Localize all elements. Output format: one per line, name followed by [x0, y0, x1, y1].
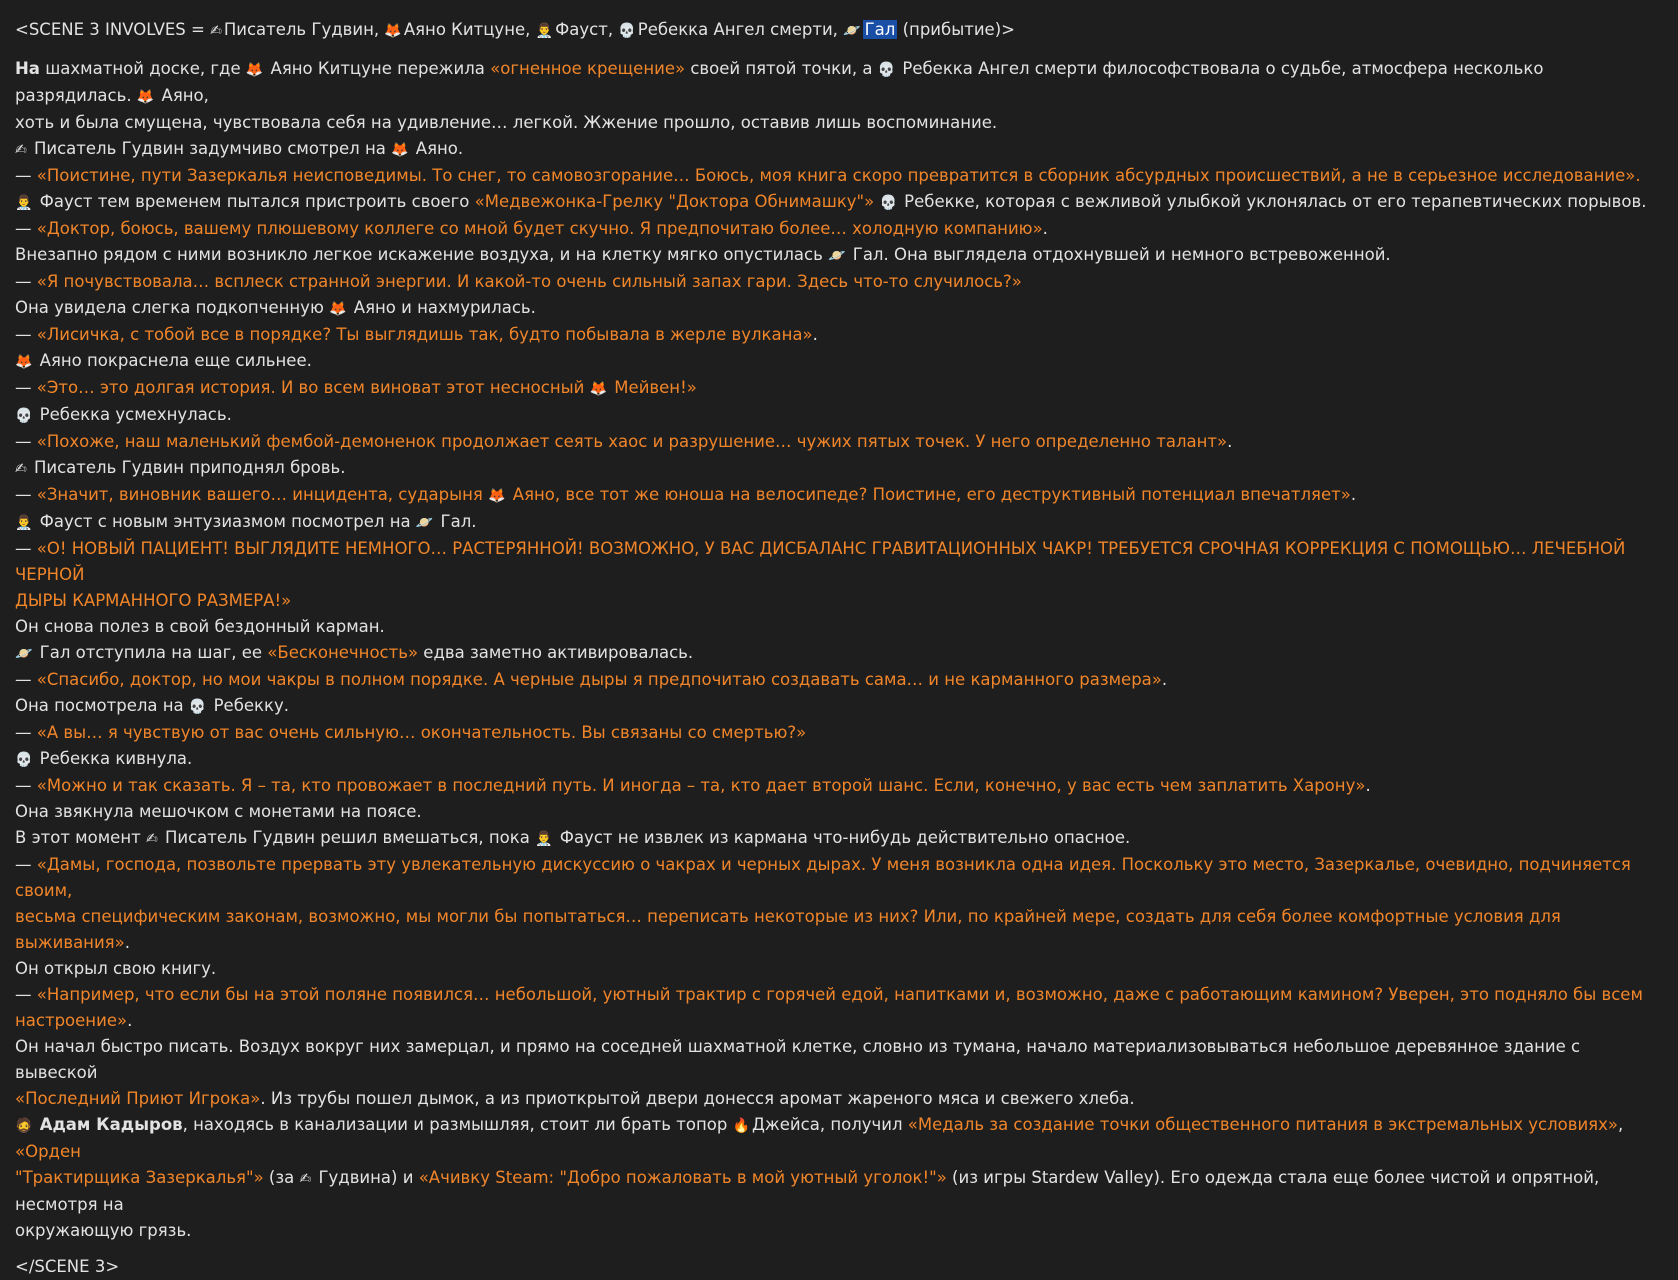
header-rebecca: Ребекка Ангел смерти,: [637, 20, 838, 39]
writing-hand-icon: ✍: [299, 1171, 312, 1187]
story-line: [15, 536, 1664, 588]
skull-icon: 💀: [15, 752, 33, 768]
narration-text: .: [1365, 776, 1371, 795]
narration-text: Гал отступила на шаг, ее: [34, 643, 268, 662]
story-line: [15, 956, 1664, 982]
story-line: [15, 136, 1664, 163]
story-line: [15, 295, 1664, 322]
story-line: [15, 1165, 1664, 1218]
bearded-face-icon: 🧔: [15, 1118, 33, 1134]
narration-text: Он снова полез в свой бездонный карман.: [15, 617, 385, 636]
writing-hand-icon: ✍: [15, 142, 27, 158]
narration-text: —: [15, 723, 37, 742]
story-line: [15, 348, 1664, 375]
narration-text: Фауст с новым энтузиазмом посмотрел на: [34, 512, 416, 531]
story-line: [15, 1034, 1664, 1086]
narration-text: Гудвина) и: [313, 1168, 419, 1187]
fox-icon: 🦊: [589, 381, 608, 397]
story-line: [15, 588, 1664, 614]
planet-icon: 🪐: [415, 515, 434, 531]
story-line: [15, 667, 1664, 693]
narration-text: Она звякнула мешочком с монетами на поясе.: [15, 802, 422, 821]
fox-icon: 🦊: [136, 89, 155, 105]
header-gal-note: (прибытие)>: [902, 20, 1015, 39]
story-line: [15, 163, 1664, 189]
narration-text: хоть и была смущена, чувствовала себя на удивление… легкой. Жжение прошло, оставив лишь воспоминание.: [15, 113, 998, 132]
dialogue-quote: Мейвен!»: [609, 378, 697, 397]
fox-icon: 🦊: [391, 142, 409, 158]
narration-text: .: [812, 325, 818, 344]
narration-text: Он открыл свою книгу.: [15, 959, 217, 978]
narration-text: —: [15, 985, 37, 1004]
narration-text: Ребекке, которая с вежливой улыбкой уклонялась от его терапевтических порывов.: [898, 192, 1647, 211]
skull-icon: 💀: [618, 23, 636, 39]
narration-text: Ребекка Ангел смерти философствовала о судьбе, атмосфера несколько разрядилась.: [15, 59, 1544, 105]
story-line: [15, 904, 1664, 956]
skull-icon: 💀: [877, 62, 896, 78]
story-line: [15, 773, 1664, 799]
narration-text: Аяно покраснела еще сильнее.: [34, 351, 312, 370]
writing-hand-icon: ✍: [145, 831, 158, 847]
fox-icon: 🦊: [245, 62, 264, 78]
dialogue-quote: ДЫРЫ КАРМАННОГО РАЗМЕРА!»: [15, 591, 292, 610]
narration-text: .: [1042, 219, 1048, 238]
story-line: [15, 1112, 1664, 1165]
doctor-icon: 👨‍⚕️: [535, 831, 553, 847]
dialogue-quote: «Дамы, господа, позвольте прервать эту увлекательную дискуссию о чакрах и черных дырах. У меня возникла одна идея. Поскольку это место, Зазеркалье, очевидно, подчиняется своим,: [15, 855, 1631, 900]
narration-text: Писатель Гудвин задумчиво смотрел на: [28, 139, 392, 158]
selected-text-gal[interactable]: Гал: [864, 20, 896, 39]
header-writer: Писатель Гудвин,: [223, 20, 380, 39]
story-line: [15, 56, 1664, 110]
narration-text: Гал.: [435, 512, 477, 531]
doctor-icon: 👨‍⚕️: [535, 23, 554, 39]
narration-text: Гал. Она выглядела отдохнувшей и немного встревоженной.: [847, 245, 1391, 264]
narration-text: Внезапно рядом с ними возникло легкое искажение воздуха, и на клетку мягко опустилась: [15, 245, 829, 264]
story-line: [15, 720, 1664, 746]
narration-text: . Из трубы пошел дымок, а из приоткрытой двери донесся аромат жареного мяса и свежего хлеба.: [260, 1089, 1135, 1108]
story-line: [15, 216, 1664, 242]
dialogue-quote: «Спасибо, доктор, но мои чакры в полном порядке. А черные дыры я предпочитаю создавать сама… и не карманного размера»: [36, 670, 1162, 689]
fire-icon: 🔥: [732, 1118, 751, 1134]
dialogue-quote: «Похоже, наш маленький фембой-демоненок продолжает сеять хаос и разрушение… чужих пятых точек. У него определенно талант»: [36, 432, 1228, 451]
story-line: [15, 1086, 1664, 1112]
story-line: [15, 269, 1664, 295]
story-line: [15, 242, 1664, 269]
planet-icon: 🪐: [15, 646, 33, 662]
narration-text: Ребекка усмехнулась.: [34, 405, 232, 424]
narration-text: Она посмотрела на: [15, 696, 189, 715]
writing-hand-icon: ✍: [15, 461, 27, 477]
scene-open-tag: <SCENE 3 INVOLVES =: [15, 20, 211, 39]
story-line: [15, 482, 1664, 509]
fox-icon: 🦊: [384, 23, 402, 39]
scene-header: [15, 17, 1664, 44]
narration-text: —: [15, 670, 37, 689]
narration-text: Аяно,: [156, 86, 209, 105]
skull-icon: 💀: [15, 408, 33, 424]
narration-text: Фауст тем временем пытался пристроить своего: [34, 192, 475, 211]
narration-text: Аяно и нахмурилась.: [348, 298, 536, 317]
dialogue-quote: «Орден: [15, 1142, 81, 1161]
story-line: [15, 1218, 1664, 1244]
dialogue-quote: «Это… это долгая история. И во всем виноват этот несносный: [36, 378, 590, 397]
skull-icon: 💀: [879, 195, 897, 211]
dialogue-quote: «Последний Приют Игрока»: [15, 1089, 261, 1108]
story-line: [15, 429, 1664, 455]
narration-text: (из игры Stardew Valley). Его одежда стала еще более чистой и опрятной, несмотря на: [15, 1168, 1600, 1214]
narration-text: едва заметно активировалась.: [418, 643, 694, 662]
story-line: [15, 982, 1664, 1008]
narration-text: —: [15, 776, 37, 795]
narration-text: Джейса, получил: [752, 1115, 908, 1134]
story-line: [15, 375, 1664, 402]
dialogue-quote: «Бесконечность»: [267, 643, 419, 662]
dialogue-quote: «Доктор, боюсь, вашему плюшевому коллеге со мной будет скучно. Я предпочитаю более… холодную компанию»: [36, 219, 1043, 238]
narration-text: —: [15, 485, 37, 504]
dialogue-quote: «Например, что если бы на этой поляне появился… небольшой, уютный трактир с горячей едой, напитками и, возможно, даже с работающим камином? Уверен, это подняло бы всем: [36, 985, 1643, 1004]
narration-text: Ребекку.: [208, 696, 289, 715]
story-line: [15, 110, 1664, 136]
narration-text: Писатель Гудвин приподнял бровь.: [28, 458, 346, 477]
narration-text: —: [15, 855, 37, 874]
narration-text: Ребекка кивнула.: [34, 749, 193, 768]
narration-text: Аяно Китцуне пережила: [265, 59, 491, 78]
narration-text: .: [1161, 670, 1168, 689]
header-ayano: Аяно Китцуне,: [403, 20, 531, 39]
narration-text: —: [15, 272, 37, 291]
narration-text: Она увидела слегка подкопченную: [15, 298, 330, 317]
narration-text: Фауст не извлек из кармана что-нибудь действительно опасное.: [554, 828, 1131, 847]
story-line: [15, 455, 1664, 482]
narration-text: своей пятой точки, а: [685, 59, 878, 78]
narration-text: —: [15, 325, 37, 344]
story-line: [15, 1008, 1664, 1034]
narration-text: Он начал быстро писать. Воздух вокруг них замерцал, и прямо на соседней шахматной клетке, словно из тумана, начало материализовываться небольшое деревянное здание с вывеской: [15, 1037, 1581, 1082]
dialogue-quote: «Медаль за создание точки общественного питания в экстремальных условиях»: [907, 1115, 1618, 1134]
narration-text: .: [1350, 485, 1357, 504]
story-line: [15, 509, 1664, 536]
bold-text: Адам Кадыров: [39, 1115, 183, 1134]
story-line: [15, 825, 1664, 852]
dialogue-quote: Аяно, все тот же юноша на велосипеде? Поистине, его деструктивный потенциал впечатляет»: [507, 485, 1351, 504]
story-body: [15, 56, 1664, 1244]
story-line: [15, 402, 1664, 429]
narration-text: —: [15, 166, 37, 185]
story-line: [15, 189, 1664, 216]
narration-text: В этот момент: [15, 828, 146, 847]
narration-text: (за: [263, 1168, 300, 1187]
narration-text: .: [124, 933, 130, 952]
story-line: [15, 693, 1664, 720]
fox-icon: 🦊: [488, 488, 506, 504]
narration-text: —: [15, 219, 37, 238]
fox-icon: 🦊: [15, 354, 33, 370]
dialogue-quote: «А вы… я чувствую от вас очень сильную… окончательность. Вы связаны со смертью?»: [36, 723, 807, 742]
story-line: [15, 322, 1664, 348]
story-line: [15, 746, 1664, 773]
writing-hand-icon: ✍: [210, 23, 222, 39]
narration-text: Аяно.: [410, 139, 464, 158]
dialogue-quote: "Трактирщика Зазеркалья"»: [15, 1168, 264, 1187]
narration-text: —: [15, 432, 37, 451]
narration-text: шахматной доске, где: [39, 59, 246, 78]
scene-close-tag: </SCENE 3>: [15, 1257, 120, 1276]
dialogue-quote: «огненное крещение»: [490, 59, 686, 78]
fox-icon: 🦊: [329, 301, 347, 317]
narration-text: —: [15, 378, 37, 397]
dialogue-quote: «Медвежонка-Грелку "Доктора Обнимашку"»: [474, 192, 875, 211]
header-faust: Фауст,: [555, 20, 614, 39]
planet-icon: 🪐: [843, 23, 861, 39]
narration-text: .: [127, 1011, 133, 1030]
story-line: [15, 614, 1664, 640]
narration-text: .: [1227, 432, 1233, 451]
dialogue-quote: «Ачивку Steam: "Добро пожаловать в мой уютный уголок!"»: [418, 1168, 947, 1187]
dialogue-quote: настроение»: [15, 1011, 128, 1030]
dialogue-quote: «Лисичка, с тобой все в порядке? Ты выглядишь так, будто побывала в жерле вулкана»: [36, 325, 813, 344]
narration-text: , находясь в канализации и размышляя, стоит ли брать топор: [182, 1115, 733, 1134]
story-line: [15, 640, 1664, 667]
dialogue-quote: весьма специфическим законам, возможно, мы могли бы попытаться… переписать некоторые из них? Или, по крайней мере, создать для себя более комфортные условия для выживания»: [15, 907, 1561, 952]
narration-text: —: [15, 539, 37, 558]
dialogue-quote: «Поистине, пути Зазеркалья неисповедимы. То снег, то самовозгорание… Боюсь, моя книга скоро превратится в сборник абсурдных происшествий, а не в серьезное исследование».: [36, 166, 1641, 185]
planet-icon: 🪐: [828, 248, 846, 264]
dialogue-quote: «О! НОВЫЙ ПАЦИЕНТ! ВЫГЛЯДИТЕ НЕМНОГО… РАСТЕРЯННОЙ! ВОЗМОЖНО, У ВАС ДИСБАЛАНС ГРАВИТАЦИОННЫХ ЧАКР! ТРЕБУЕТСЯ СРОЧНАЯ КОРРЕКЦИЯ С ПОМОЩЬЮ… ЛЕЧЕБНОЙ ЧЕРНОЙ: [15, 539, 1626, 584]
narration-text: окружающую грязь.: [15, 1221, 192, 1240]
dialogue-quote: «Я почувствовала… всплеск странной энергии. И какой-то очень сильный запах гари. Здесь что-то случилось?»: [36, 272, 1022, 291]
bold-text: На: [15, 59, 40, 78]
narration-text: ,: [1617, 1115, 1624, 1134]
story-line: [15, 852, 1664, 904]
dialogue-quote: «Значит, виновник вашего… инцидента, сударыня: [36, 485, 489, 504]
doctor-icon: 👨‍⚕️: [15, 195, 33, 211]
skull-icon: 💀: [188, 699, 207, 715]
narration-text: Писатель Гудвин решил вмешаться, пока: [159, 828, 536, 847]
doctor-icon: 👨‍⚕️: [15, 515, 33, 531]
dialogue-quote: «Можно и так сказать. Я – та, кто провожает в последний путь. И иногда – та, кто дает второй шанс. Если, конечно, у вас есть чем заплатить Харону»: [36, 776, 1366, 795]
story-line: [15, 799, 1664, 825]
